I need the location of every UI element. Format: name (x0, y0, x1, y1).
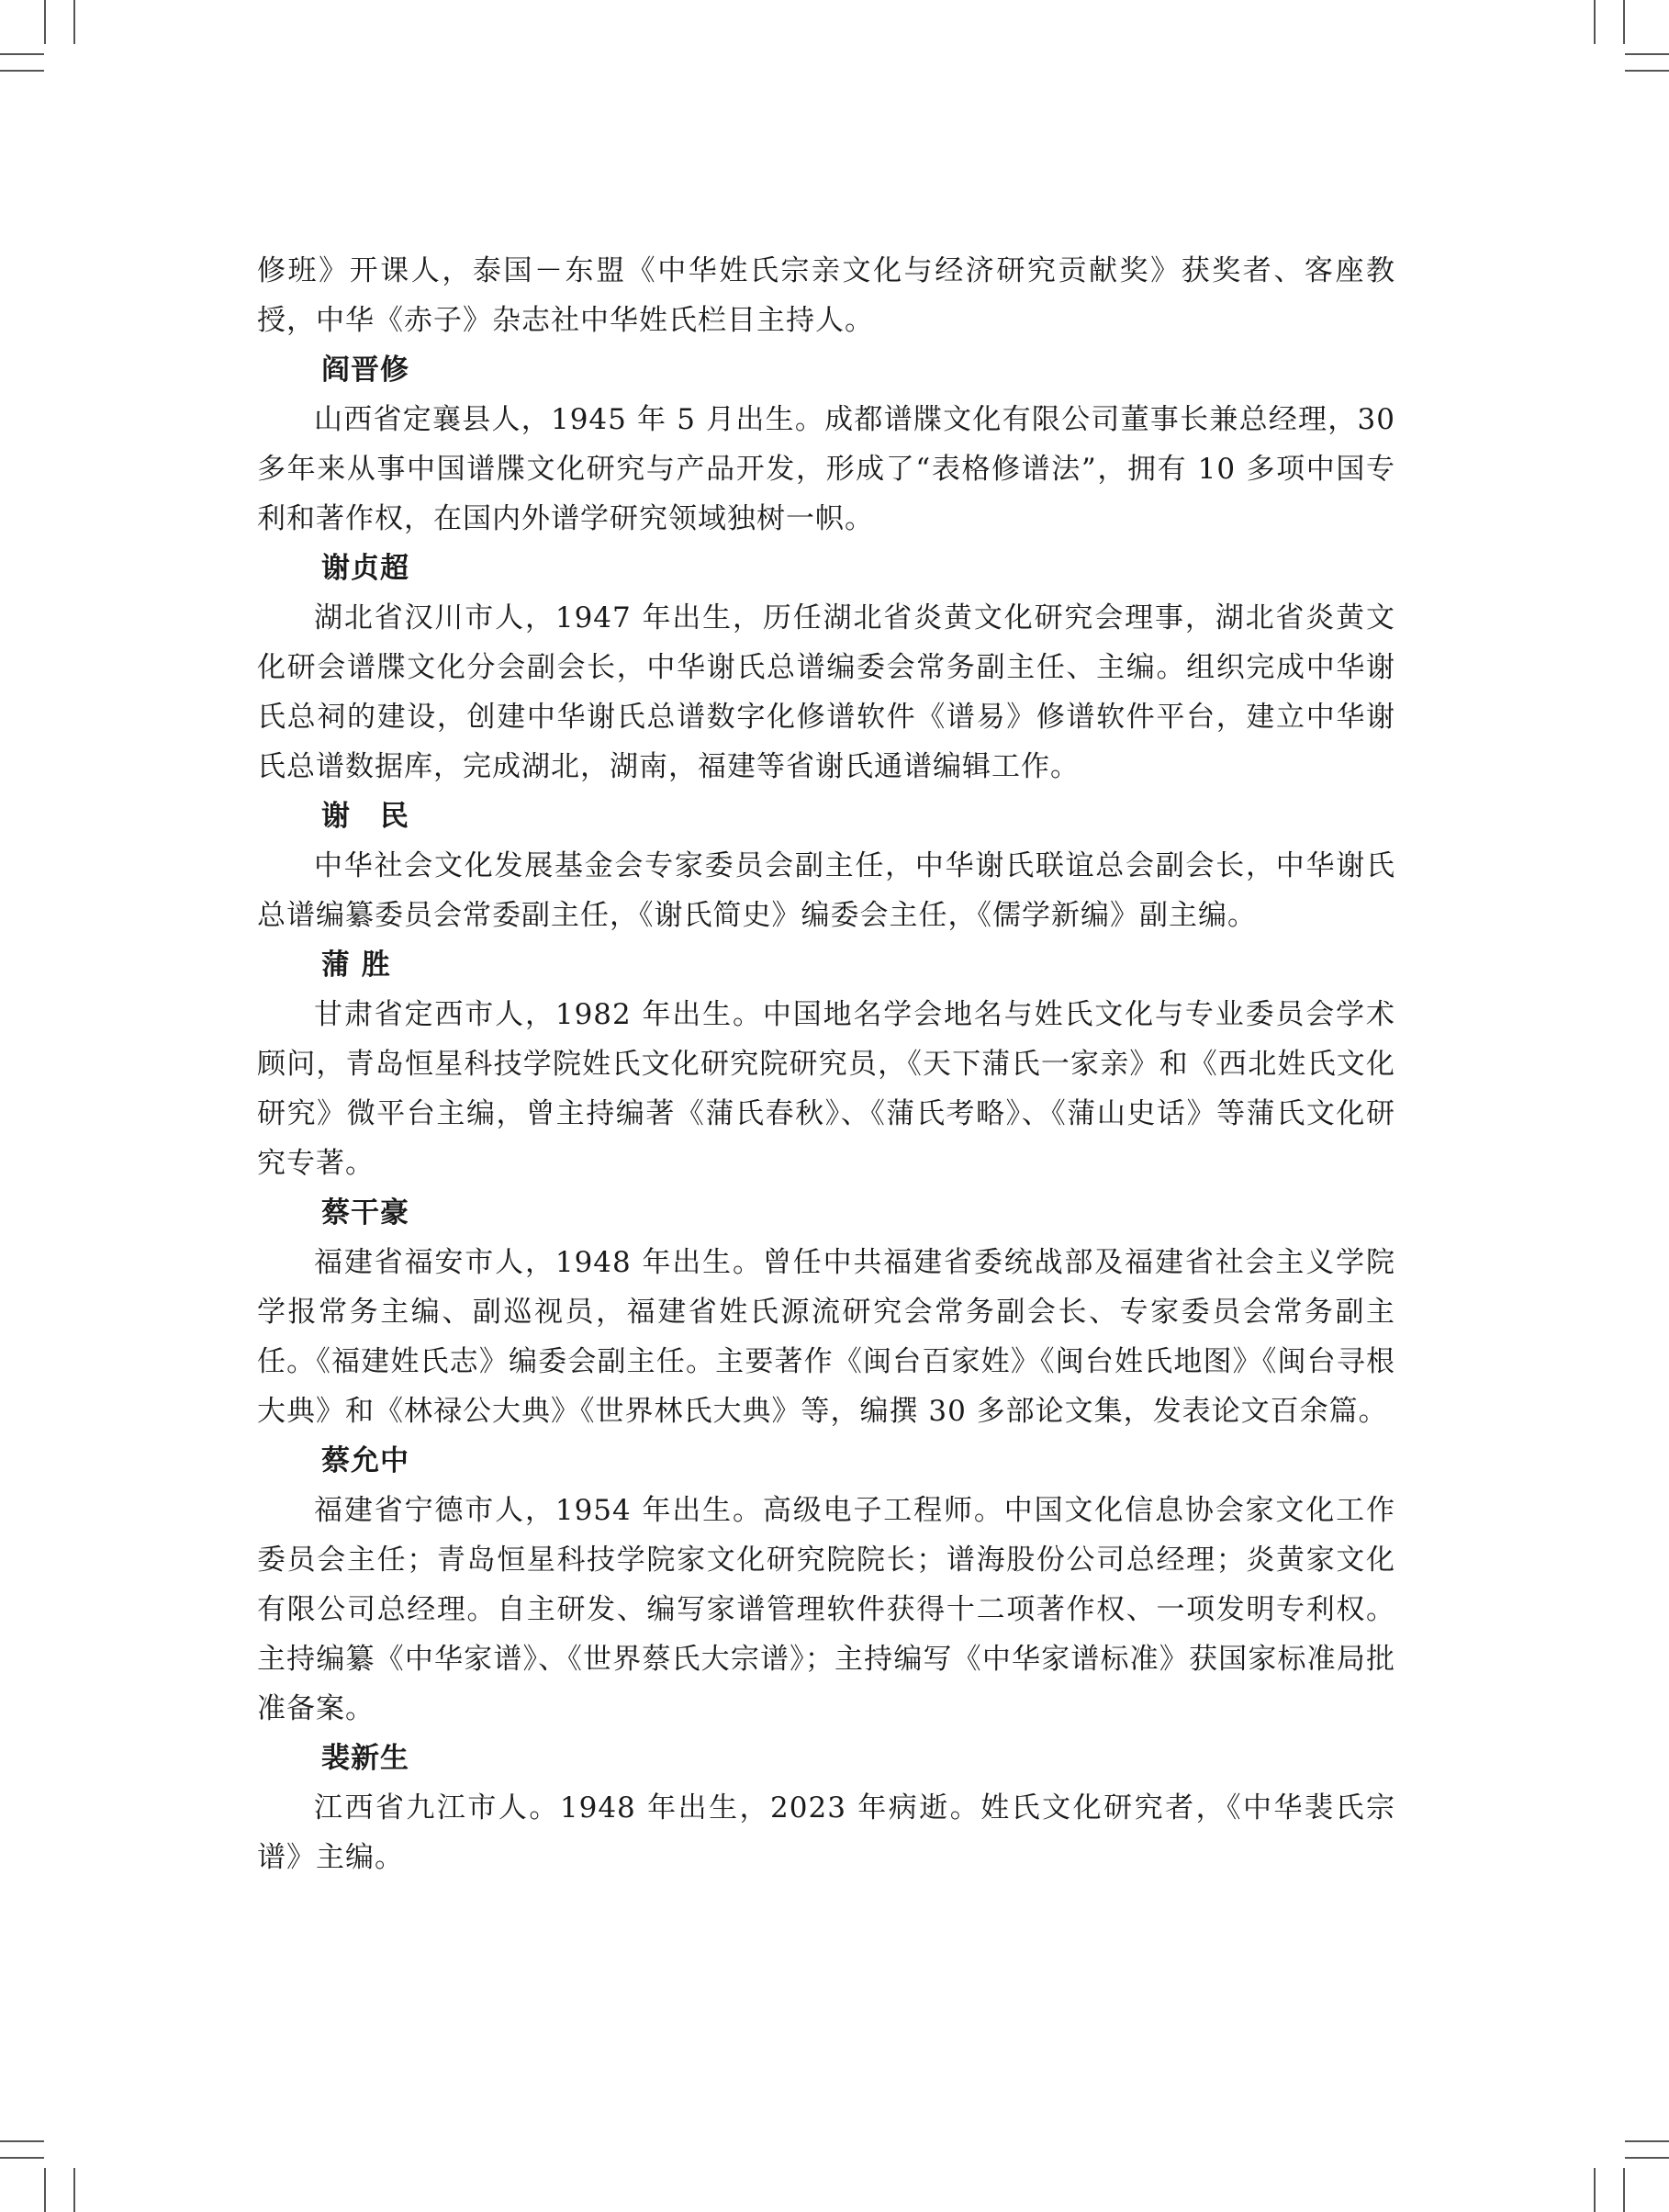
crop-mark (1625, 70, 1669, 72)
crop-mark (1623, 0, 1625, 44)
bio-paragraph: 甘肃省定西市人，1982 年出生。中国地名学会地名与姓氏文化与专业委员会学术顾问，青岛恒星科技学院姓氏文化研究院研究员，《天下蒲氏一家亲》和《西北姓氏文化研究》微平台主编，曾主持编著《蒲氏春秋》、《蒲氏考略》、《蒲山史话》等蒲氏文化研究专著。 (257, 998, 1395, 1180)
person-name: 蔡允中 (321, 1444, 409, 1477)
crop-mark (1625, 2140, 1669, 2142)
crop-mark (1594, 0, 1596, 44)
bio-paragraph: 福建省福安市人，1948 年出生。曾任中共福建省委统战部及福建省社会主义学院学报常务主编、副巡视员，福建省姓氏源流研究会常务副会长、专家委员会常务副主任。《福建姓氏志》编委会副主任。主要著作《闽台百家姓》《闽台姓氏地图》《闽台寻根大典》和《林禄公大典》《世界林氏大典》等，编撰 30 多部论文集，发表论文百余篇。 (257, 1246, 1395, 1428)
person-name: 谢贞超 (321, 552, 409, 585)
crop-mark (0, 70, 44, 72)
crop-mark (44, 0, 46, 44)
bio-paragraph: 湖北省汉川市人，1947 年出生，历任湖北省炎黄文化研究会理事，湖北省炎黄文化研会谱牒文化分会副会长，中华谢氏总谱编委会常务副主任、主编。组织完成中华谢氏总祠的建设，创建中华谢氏总谱数字化修谱软件《谱易》修谱软件平台，建立中华谢氏总谱数据库，完成湖北，湖南，福建等省谢氏通谱编辑工作。 (257, 601, 1395, 783)
person-name: 蔡干豪 (321, 1196, 409, 1230)
person-name: 阎晋修 (321, 354, 409, 387)
page-body (257, 246, 1395, 1882)
person-name: 谢 民 (321, 800, 409, 833)
bio-paragraph: 山西省定襄县人，1945 年 5 月出生。成都谱牒文化有限公司董事长兼总经理，30 多年来从事中国谱牒文化研究与产品开发，形成了“表格修谱法”，拥有 10 多项中国专利和著作权，在国内外谱学研究领域独树一帜。 (257, 403, 1395, 535)
crop-mark (44, 2168, 46, 2212)
bio-paragraph: 江西省九江市人。1948 年出生，2023 年病逝。姓氏文化研究者，《中华裴氏宗谱》主编。 (257, 1791, 1395, 1874)
crop-mark (0, 53, 44, 55)
bio-paragraph: 中华社会文化发展基金会专家委员会副主任，中华谢氏联谊总会副会长，中华谢氏总谱编纂委员会常委副主任，《谢氏简史》编委会主任，《儒学新编》副主编。 (257, 849, 1395, 932)
person-name: 裴新生 (321, 1742, 409, 1775)
bio-paragraph: 修班》开课人，泰国－东盟《中华姓氏宗亲文化与经济研究贡献奖》获奖者、客座教授，中华《赤子》杂志社中华姓氏栏目主持人。 (257, 254, 1395, 337)
crop-mark (0, 2140, 44, 2142)
crop-mark (1594, 2168, 1596, 2212)
crop-mark (0, 2157, 44, 2159)
crop-mark (1625, 2157, 1669, 2159)
person-name: 蒲 胜 (321, 949, 391, 982)
crop-mark (73, 0, 75, 44)
crop-mark (73, 2168, 75, 2212)
crop-mark (1625, 53, 1669, 55)
crop-mark (1623, 2168, 1625, 2212)
bio-paragraph: 福建省宁德市人，1954 年出生。高级电子工程师。中国文化信息协会家文化工作委员会主任；青岛恒星科技学院家文化研究院院长；谱海股份公司总经理；炎黄家文化有限公司总经理。自主研发、编写家谱管理软件获得十二项著作权、一项发明专利权。主持编纂《中华家谱》、《世界蔡氏大宗谱》；主持编写《中华家谱标准》获国家标准局批准备案。 (257, 1494, 1395, 1725)
